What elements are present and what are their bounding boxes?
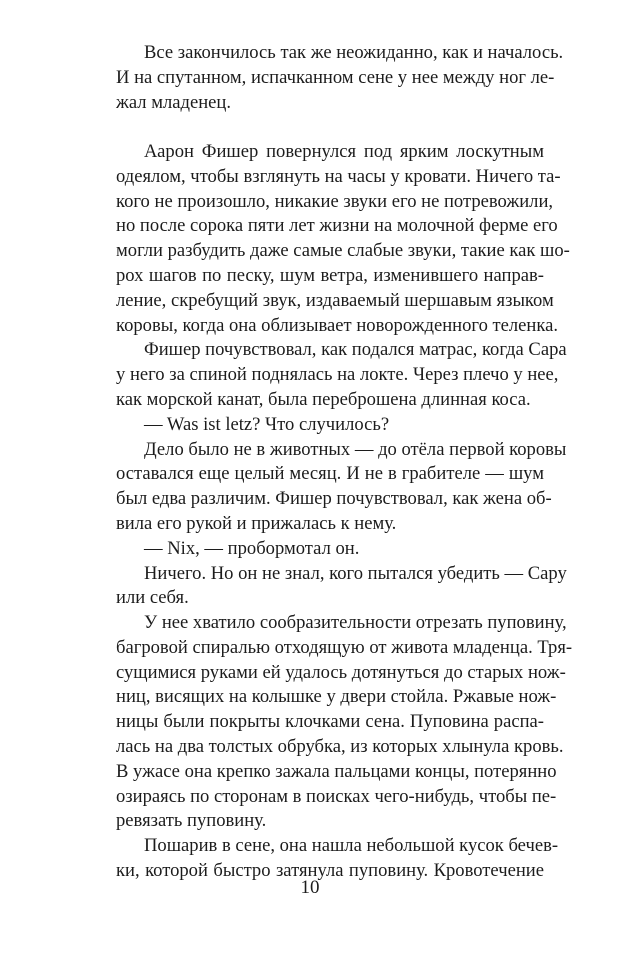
paragraph-line: ницы были покрыты клочками сена. Пуповина распа- [116, 711, 544, 733]
paragraph-line: — Was ist letz? Что случилось? [144, 413, 390, 435]
paragraph-line: Аарон Фишер повернулся под ярким лоскутным [144, 141, 544, 162]
section-2 [88, 140, 570, 611]
paragraph-line: Все закончилось так же неожиданно, как и началось. [144, 42, 564, 63]
paragraph-2 [88, 140, 570, 338]
paragraph-line: лась на два толстых обрубка, из которых хлынула кровь. [116, 735, 564, 757]
paragraph-line: ревязать пуповину. [116, 810, 267, 832]
paragraph-line: могли разбудить даже самые слабые звуки, такие как шо- [116, 240, 570, 262]
paragraph-line: Пошарив в сене, она нашла небольшой кусок бечев- [144, 835, 559, 857]
paragraph-line: ки, которой быстро затянула пуповину. Кровотечение [116, 859, 544, 881]
paragraph-line: кого не произошло, никакие звуки его не потревожили, [116, 190, 554, 212]
paragraph-5 [88, 438, 567, 537]
paragraph-line: Фишер почувствовал, как подался матрас, когда Сара [144, 339, 567, 361]
paragraph-line: багровой спиралью отходящую от живота младенца. Тря- [116, 636, 573, 658]
paragraph-line: ление, скребущий звук, издаваемый шершавым языком [116, 289, 554, 311]
paragraph-line: вила его рукой и прижалась к нему. [116, 512, 397, 534]
paragraph-line: У нее хватило сообразительности отрезать пуповину, [144, 612, 567, 633]
paragraph-line: жал младенец. [116, 91, 232, 113]
paragraph-3 [88, 338, 567, 412]
paragraph-line: сущимися руками ей удалось дотянуться до старых нож- [116, 661, 566, 683]
paragraph-1 [88, 41, 564, 115]
paragraph-line: но после сорока пяти лет жизни на молочной ферме его [116, 215, 558, 237]
paragraph-line: В ужасе она крепко зажала пальцами концы, потерянно [116, 760, 557, 782]
section-3 [88, 611, 573, 884]
paragraph-line: ниц, висящих на колышке у двери стойла. Ржавые нож- [116, 686, 557, 708]
paragraph-line: или себя. [116, 587, 189, 609]
paragraph-line: как морской канат, была переброшена длинная коса. [116, 388, 531, 410]
section-1 [88, 41, 564, 115]
paragraph-line: был едва различим. Фишер почувствовал, как жена об- [116, 488, 552, 510]
paragraph-7 [88, 562, 567, 612]
paragraph-line: оставался еще целый месяц. И не в грабителе — шум [116, 463, 544, 485]
paragraph-4 [88, 413, 544, 438]
paragraph-line: озираясь по сторонам в поисках чего-нибудь, чтобы пе- [116, 785, 557, 807]
paragraph-line: — Nix, — пробормотал он. [144, 537, 360, 559]
paragraph-6 [88, 537, 544, 562]
paragraph-8 [88, 611, 573, 834]
paragraph-line: одеялом, чтобы взглянуть на часы у кровати. Ничего та- [116, 165, 561, 187]
paragraph-line: И на спутанном, испачканном сене у нее между ног ле- [116, 66, 555, 88]
paragraph-line: Дело было не в животных — до отёла первой коровы [144, 438, 567, 460]
paragraph-line: рох шагов по песку, шум ветра, изменившего направ- [116, 264, 544, 286]
paragraph-line: у него за спиной поднялась на локте. Через плечо у нее, [116, 364, 559, 386]
page-number: 10 [300, 877, 320, 898]
paragraph-line: коровы, когда она облизывает новорожденного теленка. [116, 314, 559, 336]
paragraph-line: Ничего. Но он не знал, кого пытался убедить — Сару [144, 562, 567, 584]
